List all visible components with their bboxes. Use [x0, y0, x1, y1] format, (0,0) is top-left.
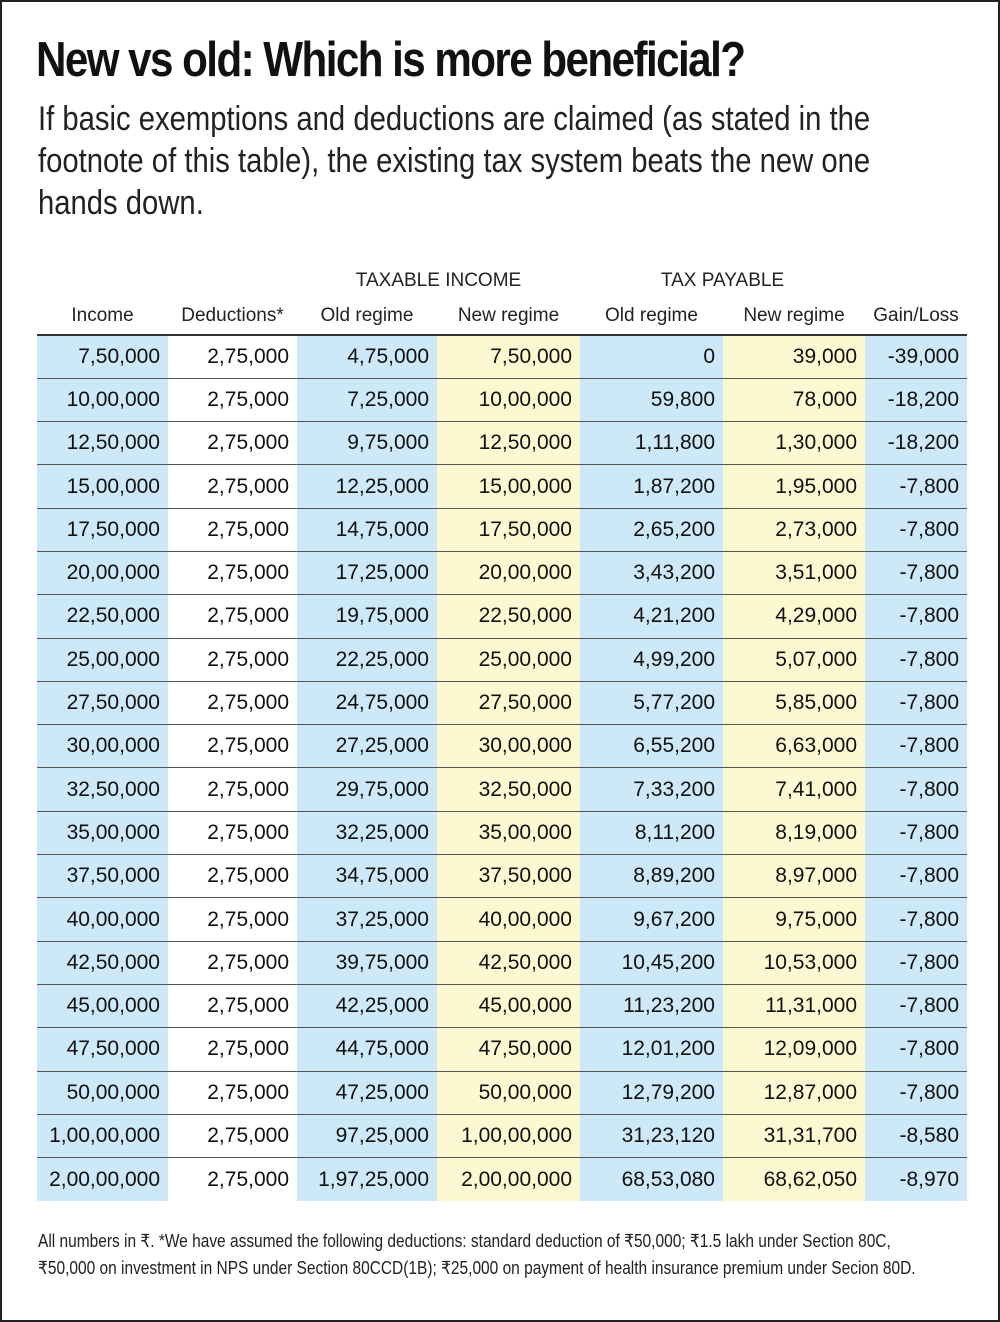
table-cell: 50,00,000	[437, 1071, 580, 1114]
footnote: All numbers in ₹. *We have assumed the following deductions: standard deduction of ₹50,000; ₹1.5 lakh under Section 80C, ₹50,000 on investment in NPS under Section 80CCD(1B); ₹25,000 on payment of health insurance premium under Secion 80D.	[38, 1231, 916, 1278]
table-row	[37, 984, 967, 1027]
table-cell: 30,00,000	[437, 725, 580, 768]
table-cell: -8,970	[865, 1158, 967, 1201]
table-cell: -7,800	[865, 725, 967, 768]
column-group-spacer	[865, 264, 967, 298]
table-cell: 1,97,25,000	[297, 1158, 437, 1201]
table-cell: 2,65,200	[580, 508, 723, 551]
table-cell: 10,45,200	[580, 941, 723, 984]
table-cell: 2,75,000	[168, 855, 297, 898]
table-cell: 2,00,00,000	[37, 1158, 168, 1201]
column-header: Old regime	[580, 298, 723, 335]
table-cell: 2,75,000	[168, 725, 297, 768]
table-cell: 12,09,000	[723, 1028, 865, 1071]
subtitle: If basic exemptions and deductions are claimed (as stated in the footnote of this table), the existing tax system beats the new one hands down.	[38, 100, 871, 222]
table-cell: 2,75,000	[168, 811, 297, 854]
column-group-taxable-income: TAXABLE INCOME	[355, 270, 522, 291]
table-cell: 22,50,000	[37, 595, 168, 638]
table-cell: 39,000	[723, 335, 865, 378]
table-cell: 35,00,000	[437, 811, 580, 854]
table-cell: 20,00,000	[37, 551, 168, 594]
table-cell: 19,75,000	[297, 595, 437, 638]
table-cell: 35,00,000	[37, 811, 168, 854]
table-cell: 2,75,000	[168, 941, 297, 984]
table-cell: 29,75,000	[297, 768, 437, 811]
table-cell: 7,50,000	[437, 335, 580, 378]
table-cell: 4,21,200	[580, 595, 723, 638]
column-group-header-row	[37, 264, 967, 298]
table-cell: 40,00,000	[37, 898, 168, 941]
table-row	[37, 898, 967, 941]
table-cell: 44,75,000	[297, 1028, 437, 1071]
table-cell: 1,00,00,000	[437, 1114, 580, 1157]
table-cell: -7,800	[865, 1071, 967, 1114]
table-cell: 17,50,000	[37, 508, 168, 551]
table-cell: 14,75,000	[297, 508, 437, 551]
table-cell: 7,50,000	[37, 335, 168, 378]
table-cell: 17,50,000	[437, 508, 580, 551]
table-cell: 2,75,000	[168, 984, 297, 1027]
table-row	[37, 1114, 967, 1157]
table-cell: 11,31,000	[723, 984, 865, 1027]
table-cell: 2,75,000	[168, 508, 297, 551]
table-cell: 10,00,000	[37, 378, 168, 421]
table-cell: 12,87,000	[723, 1071, 865, 1114]
table-cell: 2,75,000	[168, 681, 297, 724]
table-cell: 25,00,000	[37, 638, 168, 681]
table-cell: 22,50,000	[437, 595, 580, 638]
table-cell: 2,75,000	[168, 422, 297, 465]
table-cell: 1,11,800	[580, 422, 723, 465]
table-cell: 34,75,000	[297, 855, 437, 898]
table-cell: -8,580	[865, 1114, 967, 1157]
table-cell: 12,79,200	[580, 1071, 723, 1114]
table-cell: 1,30,000	[723, 422, 865, 465]
table-cell: 45,00,000	[37, 984, 168, 1027]
table-cell: 78,000	[723, 378, 865, 421]
table-row	[37, 551, 967, 594]
table-cell: 4,75,000	[297, 335, 437, 378]
table-cell: 45,00,000	[437, 984, 580, 1027]
table-cell: 12,25,000	[297, 465, 437, 508]
table-cell: 5,07,000	[723, 638, 865, 681]
column-header: New regime	[437, 298, 580, 335]
table-cell: 40,00,000	[437, 898, 580, 941]
table-cell: 11,23,200	[580, 984, 723, 1027]
column-group-spacer	[37, 264, 297, 298]
table-cell: 12,50,000	[37, 422, 168, 465]
table-cell: -7,800	[865, 811, 967, 854]
table-cell: 3,43,200	[580, 551, 723, 594]
table-cell: -18,200	[865, 422, 967, 465]
table-cell: 8,97,000	[723, 855, 865, 898]
table-cell: -7,800	[865, 855, 967, 898]
table-cell: 8,19,000	[723, 811, 865, 854]
table-cell: 12,01,200	[580, 1028, 723, 1071]
table-cell: 9,75,000	[723, 898, 865, 941]
table-cell: 2,75,000	[168, 1028, 297, 1071]
table-cell: 2,75,000	[168, 465, 297, 508]
table-cell: 22,25,000	[297, 638, 437, 681]
column-group-tax-payable: TAX PAYABLE	[660, 270, 785, 291]
table-cell: -7,800	[865, 465, 967, 508]
table-cell: 31,23,120	[580, 1114, 723, 1157]
table-cell: 6,63,000	[723, 725, 865, 768]
table-cell: 50,00,000	[37, 1071, 168, 1114]
table-row	[37, 855, 967, 898]
table-cell: 20,00,000	[437, 551, 580, 594]
table-row	[37, 378, 967, 421]
table-cell: 2,73,000	[723, 508, 865, 551]
table-cell: -7,800	[865, 1028, 967, 1071]
table-cell: -7,800	[865, 551, 967, 594]
table-cell: 0	[580, 335, 723, 378]
table-cell: 1,87,200	[580, 465, 723, 508]
table-cell: 37,25,000	[297, 898, 437, 941]
table-cell: 10,00,000	[437, 378, 580, 421]
table-cell: 2,75,000	[168, 335, 297, 378]
table-cell: -7,800	[865, 595, 967, 638]
table-row	[37, 1028, 967, 1071]
table-cell: 2,75,000	[168, 1071, 297, 1114]
table-cell: 2,75,000	[168, 1158, 297, 1201]
table-row	[37, 1158, 967, 1201]
column-header-row	[37, 298, 967, 335]
page-title: New vs old: Which is more beneficial?	[36, 33, 745, 87]
column-header: Deductions*	[168, 298, 297, 335]
table-cell: -7,800	[865, 984, 967, 1027]
table-cell: 31,31,700	[723, 1114, 865, 1157]
table-cell: 30,00,000	[37, 725, 168, 768]
table-cell: 32,50,000	[37, 768, 168, 811]
table-cell: -7,800	[865, 768, 967, 811]
table-cell: 10,53,000	[723, 941, 865, 984]
table-cell: -39,000	[865, 335, 967, 378]
table-row	[37, 595, 967, 638]
table-cell: 24,75,000	[297, 681, 437, 724]
table-cell: 8,11,200	[580, 811, 723, 854]
table-row	[37, 725, 967, 768]
table-row	[37, 335, 967, 378]
table-cell: 2,75,000	[168, 768, 297, 811]
table-cell: 27,50,000	[437, 681, 580, 724]
table-row	[37, 638, 967, 681]
table-cell: 97,25,000	[297, 1114, 437, 1157]
table-cell: 9,67,200	[580, 898, 723, 941]
table-cell: 5,77,200	[580, 681, 723, 724]
table-cell: 12,50,000	[437, 422, 580, 465]
table-cell: 2,75,000	[168, 551, 297, 594]
table-cell: 5,85,000	[723, 681, 865, 724]
column-header: Gain/Loss	[865, 298, 967, 335]
table-body	[37, 335, 967, 1201]
table-row	[37, 1071, 967, 1114]
table-cell: 9,75,000	[297, 422, 437, 465]
table-row	[37, 465, 967, 508]
table-cell: 7,41,000	[723, 768, 865, 811]
table-row	[37, 811, 967, 854]
table-cell: 42,50,000	[37, 941, 168, 984]
table-cell: 68,62,050	[723, 1158, 865, 1201]
table-cell: 1,95,000	[723, 465, 865, 508]
table-cell: 15,00,000	[437, 465, 580, 508]
table-cell: 37,50,000	[37, 855, 168, 898]
table-cell: 27,25,000	[297, 725, 437, 768]
table-cell: 7,33,200	[580, 768, 723, 811]
table-cell: 1,00,00,000	[37, 1114, 168, 1157]
table-row	[37, 681, 967, 724]
table-cell: 47,50,000	[437, 1028, 580, 1071]
table-cell: 17,25,000	[297, 551, 437, 594]
table-cell: 37,50,000	[437, 855, 580, 898]
table-cell: 25,00,000	[437, 638, 580, 681]
table-cell: 6,55,200	[580, 725, 723, 768]
table-cell: 7,25,000	[297, 378, 437, 421]
table-cell: 32,25,000	[297, 811, 437, 854]
table-cell: 42,50,000	[437, 941, 580, 984]
table-cell: 47,25,000	[297, 1071, 437, 1114]
table-cell: 2,00,00,000	[437, 1158, 580, 1201]
table-cell: 15,00,000	[37, 465, 168, 508]
column-header: Income	[37, 298, 168, 335]
table-cell: 32,50,000	[437, 768, 580, 811]
column-header: Old regime	[297, 298, 437, 335]
table-cell: 42,25,000	[297, 984, 437, 1027]
table-cell: -7,800	[865, 508, 967, 551]
table-cell: 3,51,000	[723, 551, 865, 594]
table-row	[37, 941, 967, 984]
column-header: New regime	[723, 298, 865, 335]
table-cell: 2,75,000	[168, 638, 297, 681]
table-row	[37, 508, 967, 551]
table-cell: -7,800	[865, 638, 967, 681]
table-cell: -7,800	[865, 898, 967, 941]
table-cell: 27,50,000	[37, 681, 168, 724]
table-cell: -7,800	[865, 681, 967, 724]
table-cell: 47,50,000	[37, 1028, 168, 1071]
table-cell: 8,89,200	[580, 855, 723, 898]
table-row	[37, 422, 967, 465]
table-cell: 2,75,000	[168, 378, 297, 421]
tax-comparison-table-wrap	[37, 264, 967, 1201]
table-cell: 68,53,080	[580, 1158, 723, 1201]
table-cell: 2,75,000	[168, 1114, 297, 1157]
table-cell: 59,800	[580, 378, 723, 421]
table-cell: 4,29,000	[723, 595, 865, 638]
table-cell: -18,200	[865, 378, 967, 421]
table-row	[37, 768, 967, 811]
table-cell: 39,75,000	[297, 941, 437, 984]
table-cell: 4,99,200	[580, 638, 723, 681]
tax-comparison-table	[37, 264, 967, 1201]
table-cell: -7,800	[865, 941, 967, 984]
table-cell: 2,75,000	[168, 898, 297, 941]
table-cell: 2,75,000	[168, 595, 297, 638]
